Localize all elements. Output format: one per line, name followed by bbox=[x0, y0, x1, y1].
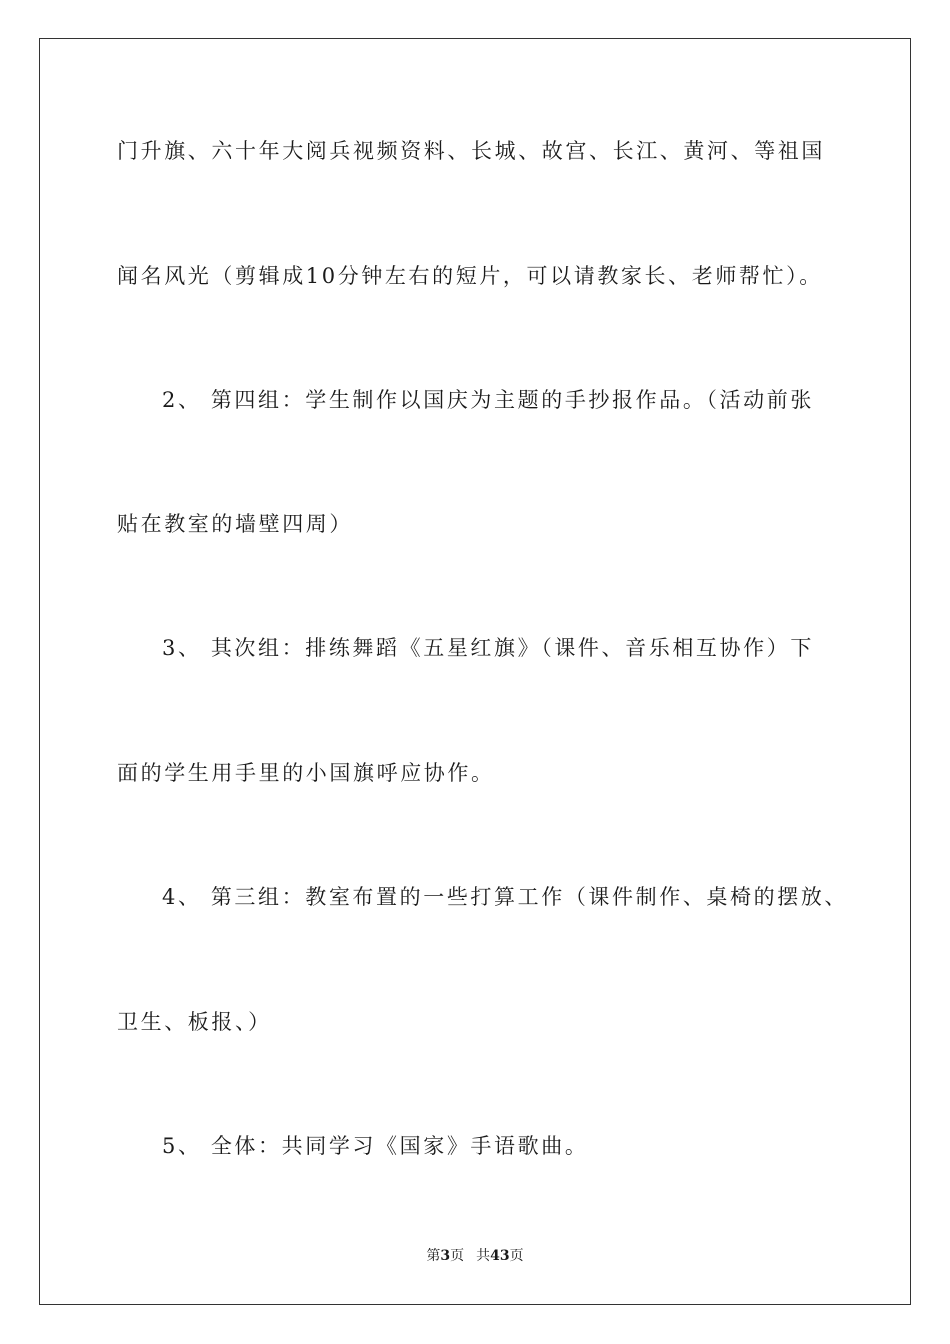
total-suffix: 页 bbox=[509, 1248, 524, 1264]
list-item-3-line-1: 3、 其次组：排练舞蹈《五星红旗》（课件、音乐相互协作）下 bbox=[162, 636, 814, 660]
list-item-2-line-1: 2、 第四组：学生制作以国庆为主题的手抄报作品。（活动前张 bbox=[162, 388, 814, 412]
list-item-2-line-2: 贴在教室的墙壁四周） bbox=[117, 512, 353, 536]
page-prefix: 第 bbox=[426, 1248, 441, 1264]
list-item-4-line-1: 4、 第三组：教室布置的一些打算工作（课件制作、桌椅的摆放、 bbox=[162, 885, 849, 909]
page-border bbox=[39, 38, 911, 1305]
total-prefix: 共 bbox=[476, 1248, 491, 1264]
total-pages: 43 bbox=[490, 1248, 510, 1264]
page-suffix: 页 bbox=[450, 1248, 465, 1264]
page-number: 3 bbox=[440, 1248, 451, 1264]
page-footer bbox=[0, 1246, 950, 1266]
body-line-2: 闻名风光（剪辑成10分钟左右的短片，可以请教家长、老师帮忙）。 bbox=[117, 264, 823, 288]
list-item-4-line-2: 卫生、板报、） bbox=[117, 1010, 272, 1034]
list-item-3-line-2: 面的学生用手里的小国旗呼应协作。 bbox=[117, 761, 495, 785]
body-line-1: 门升旗、六十年大阅兵视频资料、长城、故宫、长江、黄河、等祖国 bbox=[117, 139, 825, 163]
list-item-5-line-1: 5、 全体：共同学习《国家》手语歌曲。 bbox=[162, 1134, 589, 1158]
